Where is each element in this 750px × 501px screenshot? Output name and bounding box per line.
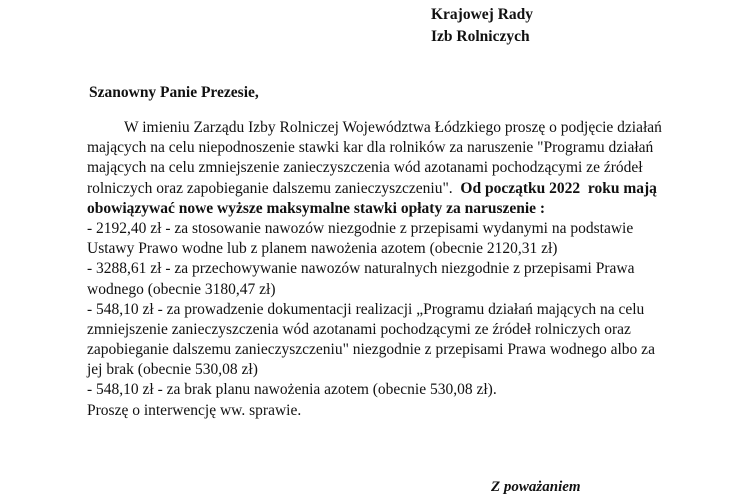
body-line: mających na celu niepodnoszenie stawki kar dla rolników za naruszenie "Programu działań (87, 139, 654, 157)
body-line: Proszę o interwencję ww. sprawie. (87, 401, 302, 419)
recipient-address (431, 4, 533, 48)
body-line: zapobieganie dalszemu zanieczyszczeniu" niezgodnie z przepisami Prawa wodnego albo za (87, 341, 655, 359)
body-line: wodnego (obecnie 3180,47 zł) (87, 280, 276, 298)
body-line: zmniejszenie zanieczyszczenia wód azotanami pochodzącymi ze źródeł rolniczych oraz (87, 320, 631, 338)
penalty-item: - 548,10 zł - za brak planu nawożenia azotem (obecnie 530,08 zł). (87, 381, 497, 399)
recipient-line-1: Krajowej Rady (431, 6, 534, 23)
penalty-item: - 548,10 zł - za prowadzenie dokumentacji realizacji „Programu działań mających na celu (87, 300, 645, 318)
body-line (87, 179, 727, 199)
closing: Z poważaniem (491, 479, 581, 495)
recipient-line-2: Izb Rolniczych (431, 28, 530, 45)
body-line: jej brak (obecnie 530,08 zł) (87, 361, 258, 379)
body-line: mających na celu zmniejszenie zanieczyszczenia wód azotanami pochodzącymi ze źródeł (87, 159, 643, 177)
body-line: W imieniu Zarządu Izby Rolniczej Województwa Łódzkiego proszę o podjęcie działań (124, 119, 662, 136)
penalty-item: - 2192,40 zł - za stosowanie nawozów niezgodnie z przepisami wydanymi na podstawie (87, 219, 634, 237)
body-line-bold-text: Od początku 2022 roku mają (452, 179, 657, 197)
letter-body (87, 118, 727, 421)
body-line-bold: obowiązywać nowe wyższe maksymalne stawki opłaty za naruszenie : (87, 199, 546, 217)
penalty-item: - 3288,61 zł - za przechowywanie nawozów naturalnych niezgodnie z przepisami Prawa (87, 260, 635, 278)
salutation: Szanowny Panie Prezesie, (89, 84, 259, 101)
body-line-text: rolniczych oraz zapobieganie dalszemu zanieczyszczeniu". (87, 179, 453, 197)
body-line: Ustawy Prawo wodne lub z planem nawożenia azotem (obecnie 2120,31 zł) (87, 240, 558, 258)
